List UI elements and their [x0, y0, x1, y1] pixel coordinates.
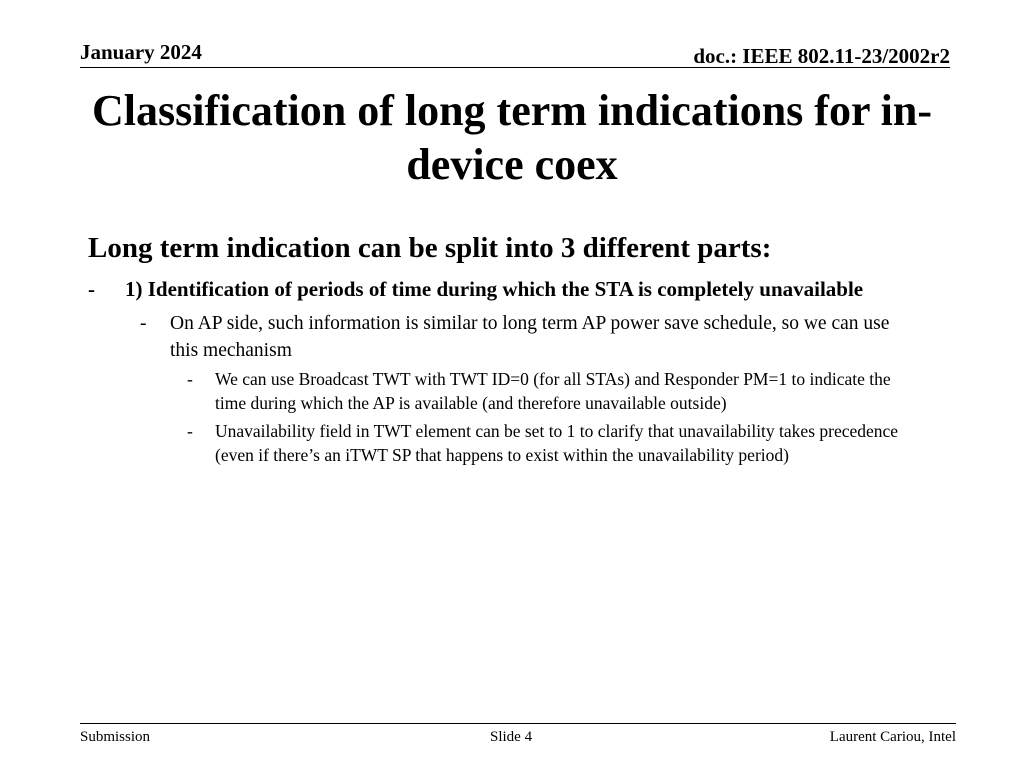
footer-submission: Submission — [80, 729, 151, 745]
bullet-level3-item — [88, 420, 915, 467]
bullet-level3-text: Unavailability field in TWT element can be set to 1 to clarify that unavailability takes precedence (even if there’s an iTWT SP that happens to exist within the unavailability period) — [215, 421, 899, 465]
footer-slide-number: Slide 4 — [490, 729, 533, 745]
bullet-level3-text: We can use Broadcast TWT with TWT ID=0 (for all STAs) and Responder PM=1 to indicate the time during which the AP is available (and therefore unavailable outside) — [215, 369, 891, 413]
header-doc-id: doc.: IEEE 802.11-23/2002r2 — [693, 44, 950, 68]
bullet-level2-text: On AP side, such information is similar to long term AP power save schedule, so we can use this mechanism — [170, 313, 890, 361]
bullet-dash: - — [187, 369, 193, 389]
bullet-dash: - — [187, 421, 193, 441]
slide-title: Classification of long term indications for in-device coex — [91, 86, 933, 189]
footer-divider — [80, 723, 956, 724]
lead-heading: Long term indication can be split into 3 different parts: — [88, 232, 772, 264]
bullet-level2-item — [88, 310, 910, 364]
bullet-level1-text: 1) Identification of periods of time during which the STA is completely unavailable — [125, 277, 864, 301]
bullet-level3-item — [88, 368, 915, 415]
footer-author: Laurent Cariou, Intel — [829, 729, 956, 745]
slide-body — [88, 228, 928, 472]
header-date: January 2024 — [80, 40, 202, 64]
bullet-dash: - — [140, 313, 147, 334]
bullet-level1-item — [88, 274, 905, 304]
bullet-dash: - — [88, 277, 95, 301]
header-divider — [80, 67, 950, 68]
